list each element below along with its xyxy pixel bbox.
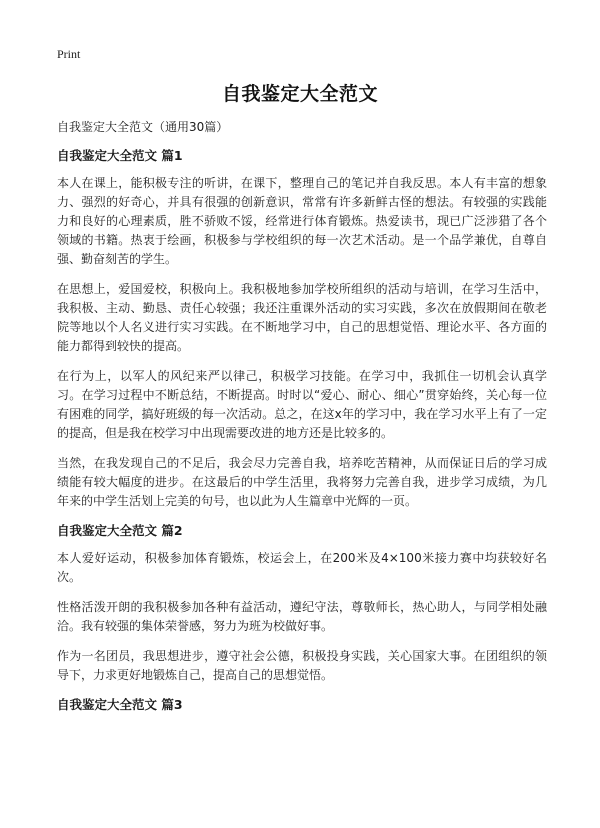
paragraph: 本人在课上，能积极专注的听讲，在课下，整理自己的笔记并自我反思。本人有丰富的想象力、强烈的好奇心，并具有很强的创新意识，常常有许多新鲜古怪的想法。有较强的实践能力和良好的心理素质，胜不骄败不馁，经常进行体育锻炼。热爱读书，现已广泛涉猎了各个领域的书籍。热衷于绘画，积极参与学校组织的每一次艺术活动。是一个品学兼优，自尊自强、勤奋刻苦的学生。 — [57, 176, 547, 266]
paragraph: 性格活泼开朗的我积极参加各种有益活动，遵纪守法，尊敬师长，热心助人，与同学相处融洽。我有较强的集体荣誉感，努力为班为校做好事。 — [57, 600, 547, 633]
section-heading-3: 自我鉴定大全范文 篇3 — [57, 697, 183, 712]
paragraph: 在思想上，爱国爱校，积极向上。我积极地参加学校所组织的活动与培训，在学习生活中，我积极、主动、勤恳、责任心较强；我还注重课外活动的实习实践，多次在放假期间在敬老院等地以个人名义进行实习实践。在不断地学习中，自己的思想觉悟、理论水平、各方面的能力都得到较快的提高。 — [57, 282, 547, 353]
article-subtitle: 自我鉴定大全范文（通用30篇） — [57, 120, 229, 134]
paragraph: 作为一名团员，我思想进步，遵守社会公德，积极投身实践，关心国家大事。在团组织的领导下，力求更好地锻炼自己，提高自己的思想觉悟。 — [57, 649, 547, 682]
page-title: 自我鉴定大全范文 — [221, 83, 378, 105]
section-heading-1: 自我鉴定大全范文 篇1 — [57, 148, 183, 163]
paragraph: 本人爱好运动，积极参加体育锻炼，校运会上，在200米及4×100米接力赛中均获较好名次。 — [57, 551, 547, 584]
print-label: Print — [57, 47, 81, 61]
section-heading-2: 自我鉴定大全范文 篇2 — [57, 523, 183, 538]
paragraph: 当然，在我发现自己的不足后，我会尽力完善自我，培养吃苦精神，从而保证日后的学习成绩能有较大幅度的进步。在这最后的中学生活里，我将努力完善自我，进步学习成绩，为几年来的中学生活划上完美的句号，也以此为人生篇章中光辉的一页。 — [57, 456, 547, 508]
article-body — [57, 118, 547, 723]
paragraph: 在行为上，以军人的风纪来严以律己，积极学习技能。在学习中，我抓住一切机会认真学习。在学习过程中不断总结，不断提高。时时以“爱心、耐心、细心”贯穿始终，关心每一位有困难的同学，搞好班级的每一次活动。总之，在这x年的学习中，我在学习水平上有了一定的提高，但是我在校学习中出现需要改进的地方还是比较多的。 — [57, 369, 547, 440]
